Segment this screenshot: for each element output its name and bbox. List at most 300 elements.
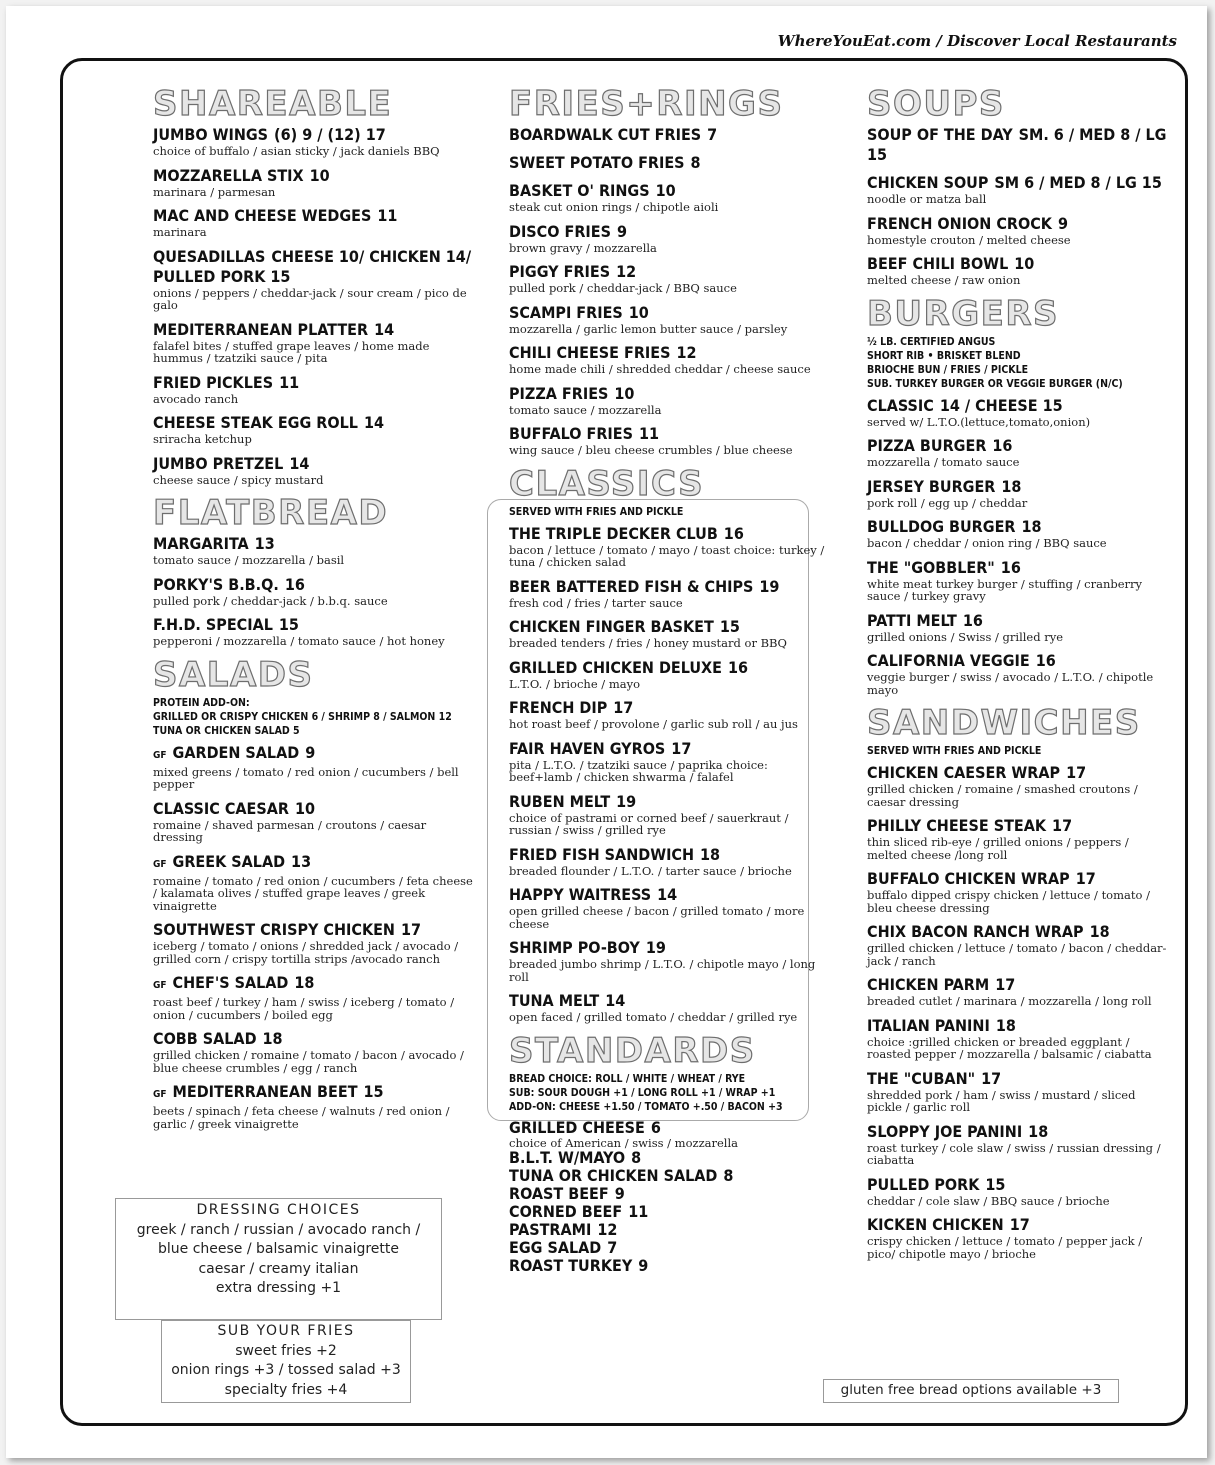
item-heading xyxy=(509,792,829,812)
item-description: home made chili / shredded cheddar / cheese sauce xyxy=(509,362,811,376)
item-name: SOUP OF THE DAY xyxy=(867,125,1013,144)
item-price: 17 xyxy=(981,1068,1002,1088)
item-name: CHICKEN SOUP xyxy=(867,173,989,192)
item-description: breaded tenders / fries / honey mustard or BBQ xyxy=(509,636,787,650)
item-heading xyxy=(867,254,1167,274)
gluten-free-badge: GF xyxy=(153,858,167,870)
menu-item-mozzarella-stix xyxy=(153,166,473,199)
item-name: PIGGY FRIES xyxy=(509,262,611,281)
item-heading xyxy=(509,1185,829,1203)
item-name: PIZZA BURGER xyxy=(867,436,987,455)
item-name: SHRIMP PO-BOY xyxy=(509,938,640,957)
section-note: SERVED WITH FRIES AND PICKLE xyxy=(509,505,684,518)
item-price: (6) 9 / (12) 17 xyxy=(274,125,386,144)
item-price: 14 xyxy=(374,319,395,339)
item-heading xyxy=(153,1082,473,1105)
item-name: CLASSIC xyxy=(867,395,934,415)
menu-item-grilled-chicken-deluxe xyxy=(509,658,829,691)
section-title: FRIES+RINGS xyxy=(509,84,784,124)
item-price: CHEESE 10/ CHICKEN 14/ PULLED PORK 15 xyxy=(153,246,472,286)
item-description: pulled pork / cheddar-jack / BBQ sauce xyxy=(509,281,737,295)
item-description: bacon / lettuce / tomato / mayo / toast choice: turkey / tuna / chicken salad xyxy=(509,542,825,569)
item-heading xyxy=(153,1029,473,1049)
item-description: homestyle crouton / melted cheese xyxy=(867,232,1071,247)
item-description: pulled pork / cheddar-jack / b.b.q. sauce xyxy=(153,593,388,608)
item-price: 16 xyxy=(727,657,749,677)
item-heading xyxy=(509,1203,829,1221)
item-heading xyxy=(867,1122,1167,1142)
item-description: mozzarella / garlic lemon butter sauce / parsley xyxy=(509,321,788,336)
menu-item-california-veggie xyxy=(867,651,1167,696)
item-name: ITALIAN PANINI xyxy=(867,1015,990,1035)
item-price: 16 xyxy=(992,436,1013,455)
item-name: HAPPY WAITRESS xyxy=(509,885,652,904)
item-name: BOARDWALK CUT FRIES xyxy=(509,125,702,144)
section-title: FLATBREAD xyxy=(153,493,389,533)
item-heading xyxy=(509,125,829,145)
item-price: 14 / CHEESE 15 xyxy=(939,395,1063,415)
item-name: MEDITERRANEAN BEET xyxy=(172,1082,358,1101)
dressing-choices-title: DRESSING CHOICES xyxy=(196,1202,361,1218)
item-description: cheese sauce / spicy mustard xyxy=(153,472,324,487)
item-price: 16 xyxy=(284,574,305,594)
item-name: GRILLED CHICKEN DELUXE xyxy=(509,657,722,677)
item-heading xyxy=(867,922,1167,942)
item-description: grilled chicken / romaine / smashed croutons / caesar dressing xyxy=(867,782,1138,809)
menu-item-patti-melt xyxy=(867,611,1167,644)
item-description: crispy chicken / lettuce / tomato / pepper jack / pico/ chipotle mayo / brioche xyxy=(867,1234,1143,1261)
menu-item-piggy-fries xyxy=(509,262,829,295)
item-heading xyxy=(867,125,1167,165)
section-note: PROTEIN ADD-ON: GRILLED OR CRISPY CHICKEN 6 / SHRIMP 8 / SALMON 12 TUNA OR CHICKEN SALAD 5 xyxy=(153,696,452,737)
item-name: BUFFALO CHICKEN WRAP xyxy=(867,869,1070,888)
item-price: 15 xyxy=(278,615,299,634)
item-heading xyxy=(509,153,829,173)
section-title: SOUPS xyxy=(867,84,1005,124)
item-description: buffalo dipped crispy chicken / lettuce / tomato / bleu cheese dressing xyxy=(867,888,1150,915)
item-price: 16 xyxy=(1035,651,1056,670)
menu-item-porky-s-b-b-q xyxy=(153,575,473,608)
item-name: SCAMPI FRIES xyxy=(509,302,623,322)
item-name: THE "GOBBLER" xyxy=(867,557,995,577)
menu-item-jumbo-wings xyxy=(153,125,473,158)
item-description: mozzarella / tomato sauce xyxy=(867,455,1020,469)
menu-frame xyxy=(60,58,1188,1426)
item-description: iceberg / tomato / onions / shredded jack / avocado / grilled corn / crispy tortilla strips /avocado ranch xyxy=(153,939,459,966)
menu-item-chicken-finger-basket xyxy=(509,617,829,650)
item-price: 10 xyxy=(309,165,330,185)
item-description: choice of buffalo / asian sticky / jack daniels BBQ xyxy=(153,144,440,158)
item-price: 7 xyxy=(707,125,718,144)
item-description: choice :grilled chicken or breaded eggplant / roasted pepper / mozzarella / balsamic / ciabatta xyxy=(867,1034,1152,1061)
item-price: 8 xyxy=(690,153,701,172)
gluten-free-note: gluten free bread options available +3 xyxy=(823,1379,1119,1403)
item-name: BEER BATTERED FISH & CHIPS xyxy=(509,576,754,596)
item-description: breaded flounder / L.T.O. / tarter sauce / brioche xyxy=(509,863,792,878)
item-heading xyxy=(509,384,829,404)
item-price: 16 xyxy=(1000,557,1021,577)
item-heading xyxy=(867,763,1167,783)
menu-item-buffalo-fries xyxy=(509,424,829,457)
item-description: breaded jumbo shrimp / L.T.O. / chipotle mayo / long roll xyxy=(509,957,816,984)
item-name: TUNA OR CHICKEN SALAD xyxy=(509,1166,718,1185)
item-price: 9 xyxy=(616,221,627,241)
menu-item-fried-fish-sandwich xyxy=(509,845,829,878)
item-heading xyxy=(153,575,473,595)
item-heading xyxy=(509,885,829,905)
item-description: beets / spinach / feta cheese / walnuts / red onion / garlic / greek vinaigrette xyxy=(153,1104,450,1131)
item-description: melted cheese / raw onion xyxy=(867,273,1021,287)
item-description: grilled chicken / romaine / tomato / bacon / avocado / blue cheese crumbles / egg / ranch xyxy=(153,1048,464,1075)
gluten-free-badge: GF xyxy=(153,1089,167,1100)
item-description: brown gravy / mozzarella xyxy=(509,240,657,255)
menu-item-cheese-steak-egg-roll xyxy=(153,413,473,446)
dressing-line: greek / ranch / russian / avocado ranch / xyxy=(136,1221,421,1238)
item-heading xyxy=(153,852,473,875)
item-price: 9 xyxy=(1057,213,1068,233)
item-description: white meat turkey burger / stuffing / cranberry sauce / turkey gravy xyxy=(867,576,1143,603)
item-name: PULLED PORK xyxy=(867,1174,980,1194)
item-heading xyxy=(867,477,1167,497)
dressing-line: blue cheese / balsamic vinaigrette xyxy=(158,1241,399,1257)
item-price: 10 xyxy=(294,798,315,818)
item-description: open grilled cheese / bacon / grilled tomato / more cheese xyxy=(509,904,805,931)
menu-item-beer-battered-fish-chips xyxy=(509,577,829,610)
item-name: BASKET O' RINGS xyxy=(509,181,650,200)
item-name: CLASSIC CAESAR xyxy=(153,798,289,818)
menu-item-roast-turkey xyxy=(509,1257,829,1275)
item-price: 17 xyxy=(1052,816,1073,835)
item-description: thin sliced rib-eye / grilled onions / peppers / melted cheese /long roll xyxy=(867,835,1129,862)
item-description: fresh cod / fries / tarter sauce xyxy=(509,595,683,610)
item-name: MEDITERRANEAN PLATTER xyxy=(153,319,369,339)
item-price: 8 xyxy=(723,1166,734,1185)
item-name: JERSEY BURGER xyxy=(867,476,996,496)
section-shareable xyxy=(153,85,473,486)
item-price: 10 xyxy=(1014,254,1035,273)
item-price: 12 xyxy=(616,262,637,281)
menu-item-chef-s-salad xyxy=(153,973,473,1021)
item-heading xyxy=(867,1069,1167,1089)
menu-item-corned-beef xyxy=(509,1203,829,1221)
item-price: 7 xyxy=(607,1238,618,1257)
menu-item-b-l-t-w-mayo xyxy=(509,1149,829,1167)
section-classics xyxy=(509,465,829,1024)
column-left xyxy=(153,85,473,1138)
item-description: mixed greens / tomato / red onion / cucumbers / bell pepper xyxy=(153,764,459,791)
item-name: BEEF CHILI BOWL xyxy=(867,254,1009,273)
item-description: avocado ranch xyxy=(153,391,239,406)
menu-item-southwest-crispy-chicken xyxy=(153,920,473,965)
gluten-free-badge: GF xyxy=(153,980,167,991)
menu-item-fried-pickles xyxy=(153,373,473,406)
menu-item-jersey-burger xyxy=(867,477,1167,510)
menu-item-f-h-d-special xyxy=(153,615,473,648)
item-description: grilled onions / Swiss / grilled rye xyxy=(867,629,1064,644)
item-price: 16 xyxy=(962,610,983,630)
item-name: QUESADILLAS xyxy=(153,246,266,266)
menu-item-sloppy-joe-panini xyxy=(867,1122,1167,1167)
item-heading xyxy=(509,222,829,242)
item-description: pepperoni / mozzarella / tomato sauce / hot honey xyxy=(153,634,445,648)
section-note: BREAD CHOICE: ROLL / WHITE / WHEAT / RYE SUB: SOUR DOUGH +1 / LONG ROLL +1 / WRAP +1 ADD-ON: CHEESE +1.50 / TOMATO +.50 / BACON +3 xyxy=(509,1072,783,1113)
item-name: FRENCH DIP xyxy=(509,698,608,717)
fries-sub-line: onion rings +3 / tossed salad +3 xyxy=(171,1362,401,1378)
item-heading xyxy=(867,651,1167,671)
column-middle xyxy=(509,85,829,1275)
item-price: 19 xyxy=(645,938,666,957)
item-price: 18 xyxy=(700,844,721,864)
item-price: 15 xyxy=(719,617,740,636)
section-flatbread xyxy=(153,494,473,648)
section-title: SHAREABLE xyxy=(153,84,393,124)
item-name: MARGARITA xyxy=(153,534,249,553)
item-name: CORNED BEEF xyxy=(509,1202,623,1221)
item-name: MAC AND CHEESE WEDGES xyxy=(153,206,372,225)
menu-item-soup-of-the-day xyxy=(867,125,1167,165)
menu-item-the-gobbler xyxy=(867,558,1167,603)
item-heading xyxy=(509,1119,829,1137)
item-name: CHILI CHEESE FRIES xyxy=(509,343,671,362)
menu-item-greek-salad xyxy=(153,852,473,913)
item-name: GRILLED CHEESE xyxy=(509,1117,645,1137)
item-name: GREEK SALAD xyxy=(172,851,286,871)
item-name: FRIED FISH SANDWICH xyxy=(509,844,695,864)
section-title: CLASSICS xyxy=(509,463,705,504)
item-heading xyxy=(509,577,829,597)
item-price: 17 xyxy=(613,698,634,717)
item-heading xyxy=(153,166,473,186)
item-heading xyxy=(509,181,829,201)
site-header: WhereYouEat.com / Discover Local Restaurants xyxy=(777,32,1177,50)
menu-item-egg-salad xyxy=(509,1239,829,1257)
menu-item-the-triple-decker-club xyxy=(509,524,829,569)
item-name: BUFFALO FRIES xyxy=(509,424,633,443)
item-price: 11 xyxy=(377,206,398,225)
menu-item-buffalo-chicken-wrap xyxy=(867,869,1167,914)
menu-item-mac-and-cheese-wedges xyxy=(153,206,473,239)
section-title: BURGERS xyxy=(867,293,1060,334)
item-price: 18 xyxy=(294,973,315,992)
item-description: marinara / parmesan xyxy=(153,184,276,199)
item-heading xyxy=(509,1149,829,1167)
item-description: wing sauce / bleu cheese crumbles / blue cheese xyxy=(509,443,793,457)
menu-item-disco-fries xyxy=(509,222,829,255)
item-price: 18 xyxy=(1021,517,1042,536)
item-name: BULLDOG BURGER xyxy=(867,517,1016,536)
item-name: ROAST TURKEY xyxy=(509,1256,633,1275)
item-name: ROAST BEEF xyxy=(509,1184,609,1203)
menu-item-the-cuban xyxy=(867,1069,1167,1114)
menu-item-chicken-soup xyxy=(867,173,1167,206)
menu-item-kicken-chicken xyxy=(867,1215,1167,1260)
item-name: CHICKEN CAESER WRAP xyxy=(867,763,1061,782)
item-heading xyxy=(153,973,473,996)
item-price: 17 xyxy=(995,975,1016,994)
item-price: 17 xyxy=(400,920,422,939)
item-price: 15 xyxy=(985,1174,1006,1194)
item-price: SM. 6 / MED 8 / LG 15 xyxy=(867,125,1167,164)
item-description: choice of American / swiss / mozzarella xyxy=(509,1135,738,1150)
item-description: cheddar / cole slaw / BBQ sauce / brioche xyxy=(867,1193,1110,1208)
menu-item-mediterranean-platter xyxy=(153,320,473,365)
item-name: PIZZA FRIES xyxy=(509,383,609,403)
item-heading xyxy=(867,611,1167,631)
menu-item-italian-panini xyxy=(867,1016,1167,1061)
item-heading xyxy=(153,534,473,554)
item-price: 19 xyxy=(616,791,637,811)
menu-item-beef-chili-bowl xyxy=(867,254,1167,287)
item-heading xyxy=(509,1239,829,1257)
item-price: 12 xyxy=(676,343,697,362)
item-price: 17 xyxy=(1066,763,1087,782)
menu-item-classic xyxy=(867,396,1167,429)
sub-your-fries-title: SUB YOUR FRIES xyxy=(217,1323,355,1339)
dressing-line: extra dressing +1 xyxy=(215,1280,342,1296)
menu-item-garden-salad xyxy=(153,743,473,791)
item-price: 18 xyxy=(1028,1121,1049,1141)
item-heading xyxy=(509,739,829,759)
item-heading xyxy=(867,1016,1167,1036)
item-name: CALIFORNIA VEGGIE xyxy=(867,651,1030,670)
item-description: roast turkey / cole slaw / swiss / russian dressing / ciabatta xyxy=(867,1140,1161,1167)
dressing-line: caesar / creamy italian xyxy=(198,1260,359,1277)
item-heading xyxy=(153,206,473,226)
column-right xyxy=(867,85,1167,1268)
item-name: CHICKEN FINGER BASKET xyxy=(509,617,714,636)
item-heading xyxy=(867,558,1167,578)
item-heading xyxy=(509,1221,829,1239)
item-price: 14 xyxy=(605,991,626,1010)
item-heading xyxy=(867,869,1167,889)
item-price: 12 xyxy=(597,1220,618,1239)
item-name: PHILLY CHEESE STEAK xyxy=(867,816,1047,835)
item-description: romaine / shaved parmesan / croutons / caesar dressing xyxy=(153,817,427,844)
item-description: served w/ L.T.O.(lettuce,tomato,onion) xyxy=(867,414,1091,429)
item-name: CHIX BACON RANCH WRAP xyxy=(867,922,1084,941)
item-heading xyxy=(867,173,1167,193)
item-heading xyxy=(509,698,829,718)
section-title: SANDWICHES xyxy=(867,703,1141,743)
menu-item-basket-o-rings xyxy=(509,181,829,214)
item-price: 18 xyxy=(1001,476,1022,496)
item-description: roast beef / turkey / ham / swiss / iceberg / tomato / onion / cucumbers / boiled egg xyxy=(153,995,455,1022)
item-heading xyxy=(153,413,473,433)
item-heading xyxy=(509,343,829,363)
item-heading xyxy=(153,125,473,145)
item-price: 17 xyxy=(671,738,692,758)
menu-item-tuna-or-chicken-salad xyxy=(509,1167,829,1185)
menu-item-pulled-pork xyxy=(867,1175,1167,1208)
item-description: bacon / cheddar / onion ring / BBQ sauce xyxy=(867,536,1107,550)
fries-sub-line: sweet fries +2 xyxy=(235,1342,337,1359)
item-price: 10 xyxy=(628,302,649,322)
dressing-choices-box xyxy=(115,1198,442,1320)
item-name: FRENCH ONION CROCK xyxy=(867,213,1052,233)
item-price: 6 xyxy=(650,1117,661,1137)
item-price: 18 xyxy=(262,1029,283,1048)
item-price: 17 xyxy=(1009,1215,1030,1234)
item-description: romaine / tomato / red onion / cucumbers / feta cheese / kalamata olives / stuffed grape leaves / greek vinaigrette xyxy=(153,873,473,913)
menu-item-pizza-burger xyxy=(867,436,1167,469)
item-description: falafel bites / stuffed grape leaves / home made hummus / tzatziki sauce / pita xyxy=(153,338,430,365)
menu-item-sweet-potato-fries xyxy=(509,153,829,173)
item-name: CHICKEN PARM xyxy=(867,975,990,994)
item-heading xyxy=(509,938,829,958)
menu-item-french-onion-crock xyxy=(867,214,1167,247)
item-price: SM 6 / MED 8 / LG 15 xyxy=(994,173,1162,192)
item-name: FRIED PICKLES xyxy=(153,372,274,392)
section-soups xyxy=(867,85,1167,287)
item-heading xyxy=(509,845,829,865)
item-price: 14 xyxy=(289,453,310,473)
item-price: 11 xyxy=(628,1202,649,1221)
item-description: sriracha ketchup xyxy=(153,432,252,446)
item-price: 17 xyxy=(1075,869,1096,888)
section-salads xyxy=(153,656,473,1131)
section-sandwiches xyxy=(867,704,1167,1260)
menu-item-philly-cheese-steak xyxy=(867,816,1167,861)
item-name: KICKEN CHICKEN xyxy=(867,1215,1004,1234)
item-heading xyxy=(153,454,473,474)
item-name: B.L.T. W/MAYO xyxy=(509,1148,626,1167)
item-name: FAIR HAVEN GYROS xyxy=(509,738,666,758)
item-heading xyxy=(509,658,829,678)
menu-page xyxy=(6,6,1207,1458)
item-heading xyxy=(509,617,829,637)
section-standards xyxy=(509,1032,829,1276)
item-heading xyxy=(153,373,473,393)
section-note: SERVED WITH FRIES AND PICKLE xyxy=(867,745,1042,757)
item-name: RUBEN MELT xyxy=(509,791,611,811)
menu-item-margarita xyxy=(153,534,473,567)
menu-item-french-dip xyxy=(509,698,829,731)
gluten-free-badge: GF xyxy=(153,749,167,761)
item-price: 10 xyxy=(655,181,676,200)
item-name: MOZZARELLA STIX xyxy=(153,165,304,185)
item-price: 11 xyxy=(279,372,300,392)
item-heading xyxy=(867,1175,1167,1195)
item-name: DISCO FRIES xyxy=(509,221,611,241)
menu-item-pizza-fries xyxy=(509,384,829,417)
item-description: noodle or matza ball xyxy=(867,192,987,206)
item-price: 10 xyxy=(614,383,635,403)
item-heading xyxy=(153,920,473,940)
item-price: 8 xyxy=(631,1148,642,1167)
menu-item-mediterranean-beet xyxy=(153,1082,473,1130)
item-price: 9 xyxy=(638,1256,649,1275)
item-price: 13 xyxy=(254,534,275,553)
menu-item-cobb-salad xyxy=(153,1029,473,1074)
section-title: SALADS xyxy=(153,654,314,695)
item-price: 9 xyxy=(614,1184,625,1203)
item-price: 9 xyxy=(305,742,316,762)
item-heading xyxy=(867,214,1167,234)
section-fries-rings xyxy=(509,85,829,457)
item-price: 15 xyxy=(363,1082,384,1101)
fries-sub-line: specialty fries +4 xyxy=(224,1381,348,1398)
item-name: PORKY'S B.B.Q. xyxy=(153,574,279,594)
item-heading xyxy=(153,615,473,635)
menu-item-jumbo-pretzel xyxy=(153,454,473,487)
menu-item-happy-waitress xyxy=(509,885,829,930)
menu-item-roast-beef xyxy=(509,1185,829,1203)
item-description: tomato sauce / mozzarella / basil xyxy=(153,553,345,567)
item-heading xyxy=(153,799,473,819)
menu-item-chicken-caeser-wrap xyxy=(867,763,1167,808)
item-description: pork roll / egg up / cheddar xyxy=(867,495,1028,510)
item-price: 18 xyxy=(1089,922,1110,941)
